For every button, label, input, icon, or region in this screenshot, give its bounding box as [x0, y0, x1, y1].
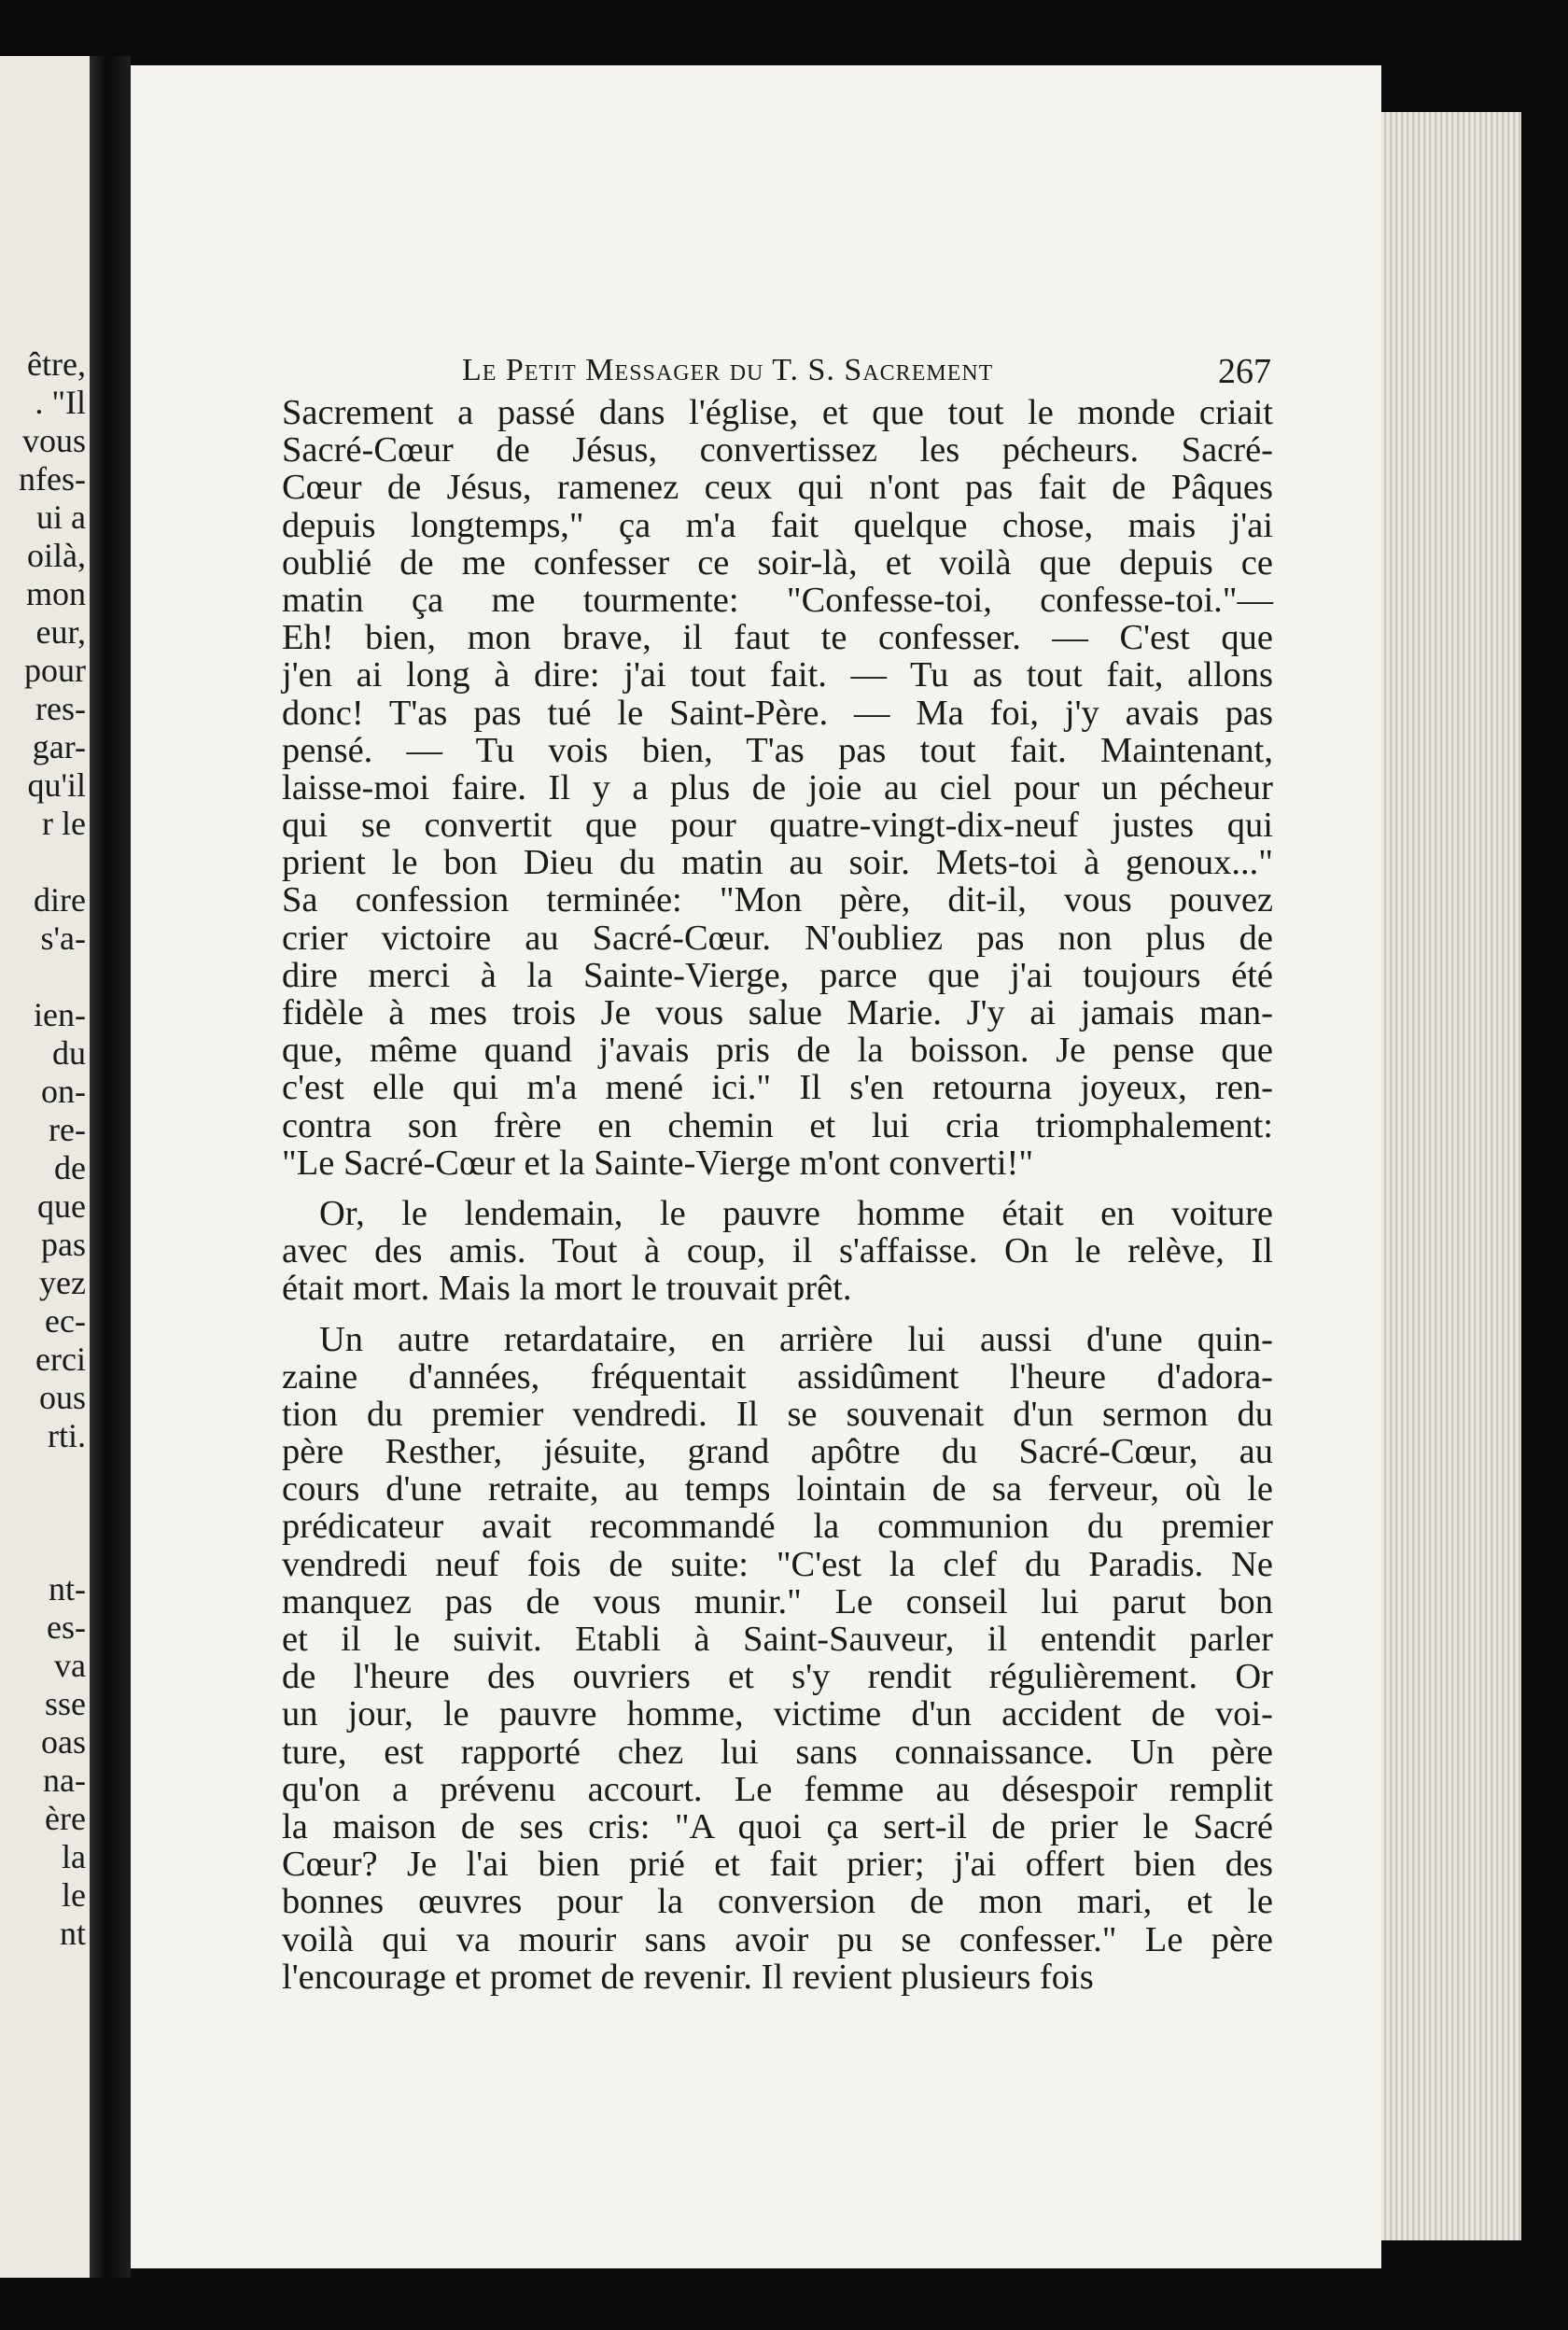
text-line: fidèle à mes trois Je vous salue Marie. J'y ai jamais man- [282, 993, 1273, 1032]
facing-page-line: sse [45, 1685, 86, 1722]
text-line: Sacrement a passé dans l'église, et que tout le monde criait [282, 393, 1273, 432]
text-line: voilà qui va mourir sans avoir pu se confesser." Le père [282, 1919, 1273, 1959]
facing-page-line: de [54, 1149, 86, 1186]
text-line: de l'heure des ouvriers et s'y rendit régulièrement. Or [282, 1657, 1273, 1697]
text-line: crier victoire au Sacré-Cœur. N'oubliez pas non plus de [282, 918, 1273, 958]
facing-page-line: nfes- [19, 460, 86, 498]
text-line: qui se convertit que pour quatre-vingt-dix-neuf justes qui [282, 806, 1273, 846]
paragraph-gap [282, 1182, 1273, 1195]
text-line: ture, est rapporté chez lui sans connaissance. Un père [282, 1732, 1273, 1772]
facing-page [0, 56, 90, 2278]
facing-page-line: on- [41, 1073, 86, 1110]
text-line: bonnes œuvres pour la conversion de mon mari, et le [282, 1882, 1273, 1922]
facing-page-line: pour [24, 652, 86, 689]
text-line: prédicateur avait recommandé la communion du premier [282, 1507, 1273, 1547]
page-number: 267 [1218, 352, 1271, 391]
text-line: Sacré-Cœur de Jésus, convertissez les pécheurs. Sacré- [282, 430, 1273, 470]
facing-page-line: mon [25, 575, 86, 612]
text-line: laisse-moi faire. Il y a plus de joie au ciel pour un pécheur [282, 767, 1273, 807]
text-line: Or, le lendemain, le pauvre homme était en voiture [319, 1193, 1273, 1233]
text-line: Eh! bien, mon brave, il faut te confesser. — C'est que [282, 618, 1273, 658]
facing-page-text [19, 345, 86, 1953]
paragraph [282, 1195, 1273, 1308]
facing-page-line: ui a [36, 498, 86, 536]
facing-page-line: ec- [45, 1302, 86, 1340]
text-line: zaine d'années, fréquentait assidûment l'heure d'adora- [282, 1356, 1273, 1397]
facing-page-line: erci [35, 1340, 86, 1378]
running-head: Le Petit Messager du T. S. Sacrement [462, 353, 994, 387]
text-line: un jour, le pauvre homme, victime d'un accident de voi- [282, 1694, 1273, 1734]
facing-page-line: s'a- [40, 919, 86, 957]
facing-page-line [19, 958, 86, 996]
facing-page-line: es- [47, 1608, 86, 1646]
text-line: contra son frère en chemin et lui cria triomphalement: [282, 1105, 1273, 1145]
facing-page-line: na- [43, 1762, 86, 1799]
facing-page-line: oilà, [27, 537, 86, 574]
facing-page-line [19, 1455, 86, 1494]
text-line: l'encourage et promet de revenir. Il revient plusieurs fois [282, 1957, 1094, 1997]
facing-page-line: vous [21, 422, 86, 459]
facing-page-line: ère [45, 1800, 86, 1837]
text-line: c'est elle qui m'a mené ici." Il s'en retourna joyeux, ren- [282, 1068, 1273, 1108]
book-gutter [90, 56, 131, 2278]
facing-page-line [19, 1532, 86, 1570]
text-line: matin ça me tourmente: "Confesse-toi, confesse-toi."— [282, 580, 1273, 620]
text-line: Cœur de Jésus, ramenez ceux qui n'ont pas fait de Pâques [282, 468, 1273, 508]
facing-page-line: ien- [34, 996, 86, 1033]
text-line: pensé. — Tu vois bien, T'as pas tout fait. Maintenant, [282, 730, 1273, 770]
facing-page-line: pas [41, 1226, 86, 1263]
page-edges [1381, 112, 1521, 2240]
text-line: la maison de ses cris: "A quoi ça sert-il de prier le Sacré [282, 1806, 1273, 1846]
facing-page-line: la [62, 1838, 86, 1875]
text-line: vendredi neuf fois de suite: "C'est la clef du Paradis. Ne [282, 1544, 1273, 1584]
facing-page-line: oas [41, 1723, 86, 1761]
text-line: qu'on a prévenu accourt. Le femme au désespoir remplit [282, 1769, 1273, 1809]
text-line: donc! T'as pas tué le Saint-Père. — Ma foi, j'y avais pas [282, 693, 1273, 733]
text-line: était mort. Mais la mort le trouvait prêt. [282, 1269, 852, 1309]
facing-page-line: eur, [35, 613, 86, 651]
facing-page-line: rti. [48, 1417, 86, 1454]
text-line: j'en ai long à dire: j'ai tout fait. — Tu as tout fait, allons [282, 655, 1273, 695]
text-line: manquez pas de vous munir." Le conseil lui parut bon [282, 1581, 1273, 1621]
paragraph [282, 394, 1273, 1182]
facing-page-line: le [62, 1876, 86, 1914]
facing-page-line: dire [34, 881, 86, 919]
facing-page-line: être, [27, 345, 86, 383]
facing-page-line: qu'il [27, 766, 86, 804]
book-page [131, 65, 1381, 2268]
facing-page-line: r le [42, 805, 86, 842]
text-line: "Le Sacré-Cœur et la Sainte-Vierge m'ont converti!" [282, 1143, 1034, 1183]
text-line: avec des amis. Tout à coup, il s'affaisse. On le relève, Il [282, 1231, 1273, 1271]
facing-page-line: nt [59, 1915, 86, 1952]
facing-page-line: res- [35, 690, 86, 727]
text-line: Un autre retardataire, en arrière lui aussi d'une quin- [319, 1319, 1273, 1359]
facing-page-line: nt- [49, 1570, 86, 1607]
body-text [282, 394, 1273, 1996]
text-line: Sa confession terminée: "Mon père, dit-il, vous pouvez [282, 880, 1273, 920]
facing-page-line [19, 1494, 86, 1532]
text-line: prient le bon Dieu du matin au soir. Mets-toi à genoux..." [282, 843, 1273, 883]
facing-page-line: gar- [32, 728, 86, 765]
facing-page-line: du [52, 1034, 86, 1072]
facing-page-line: yez [39, 1264, 86, 1301]
text-line: tion du premier vendredi. Il se souvenait d'un sermon du [282, 1394, 1273, 1434]
facing-page-line [19, 843, 86, 881]
facing-page-line: re- [49, 1111, 86, 1148]
text-line: depuis longtemps," ça m'a fait quelque chose, mais j'ai [282, 505, 1273, 545]
text-line: père Resther, jésuite, grand apôtre du Sacré-Cœur, au [282, 1432, 1273, 1472]
facing-page-line: va [54, 1647, 86, 1684]
facing-page-line: ous [38, 1379, 86, 1416]
text-line: oublié de me confesser ce soir-là, et voilà que depuis ce [282, 542, 1273, 582]
paragraph-gap [282, 1308, 1273, 1321]
paragraph [282, 1321, 1273, 1996]
text-line: que, même quand j'avais pris de la boisson. Je pense que [282, 1031, 1273, 1071]
text-line: cours d'une retraite, au temps lointain de sa ferveur, où le [282, 1469, 1273, 1509]
text-line: Cœur? Je l'ai bien prié et fait prier; j'ai offert bien des [282, 1845, 1273, 1885]
facing-page-line: . "Il [35, 384, 86, 421]
text-line: dire merci à la Sainte-Vierge, parce que j'ai toujours été [282, 955, 1273, 995]
facing-page-line: que [37, 1187, 86, 1225]
text-line: et il le suivit. Etabli à Saint-Sauveur, il entendit parler [282, 1620, 1273, 1659]
